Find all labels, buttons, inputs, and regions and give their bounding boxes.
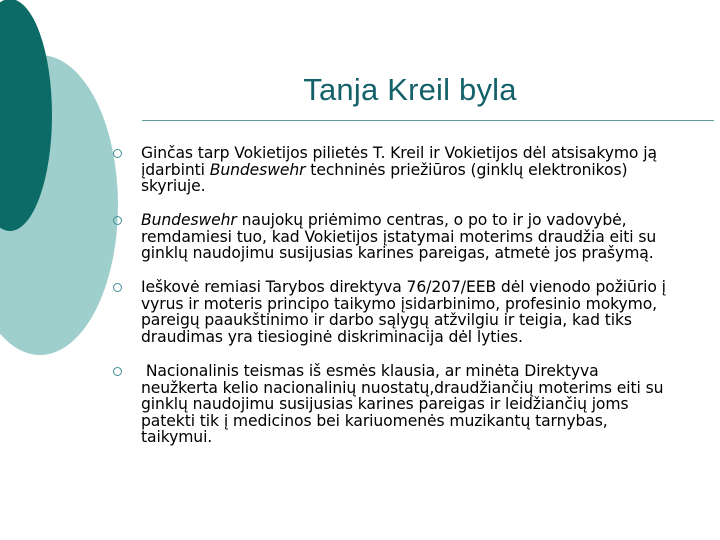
bullet-item: Nacionalinis teismas iš esmės klausia, ar minėta Direktyva neužkerta kelio nacionalinių nuostatų,draudžiančių moterims eiti su ginklų naudojimu susijusias karines pareigas ir leidžiančių joms patekti tik į medicinos bei kariuomenės muzikantų tarnybas, taikymui.	[113, 363, 673, 446]
bullet-circle-icon	[113, 149, 122, 158]
decorative-side-shapes	[0, 0, 130, 540]
title-divider	[142, 120, 714, 121]
bullet-circle-icon	[113, 367, 122, 376]
bullet-circle-icon	[113, 283, 122, 292]
bullet-item: Bundeswehr naujokų priėmimo centras, o po to ir jo vadovybė, remdamiesi tuo, kad Vokietijos įstatymai moterims draudžia eiti su ginklų naudojimu susijusias karines pareigas, atmetė jos prašymą.	[113, 212, 673, 279]
bullet-item: Ieškovė remiasi Tarybos direktyva 76/207/EEB dėl vienodo požiūrio į vyrus ir moteris principo taikymo įsidarbinimo, profesinio mokymo, pareigų paaukštinimo ir darbo sąlygų atžvilgiu ir teigia, kad tiks draudimas yra tiesioginė diskriminacija dėl lyties.	[113, 279, 673, 363]
bullet-circle-icon	[113, 216, 122, 225]
slide-title: Tanja Kreil byla	[303, 72, 517, 107]
bullet-item: Ginčas tarp Vokietijos pilietės T. Kreil ir Vokietijos dėl atsisakymo ją įdarbinti Bundeswehr techninės priežiūros (ginklų elektronikos) skyriuje.	[113, 145, 673, 212]
bullet-list	[113, 145, 673, 446]
